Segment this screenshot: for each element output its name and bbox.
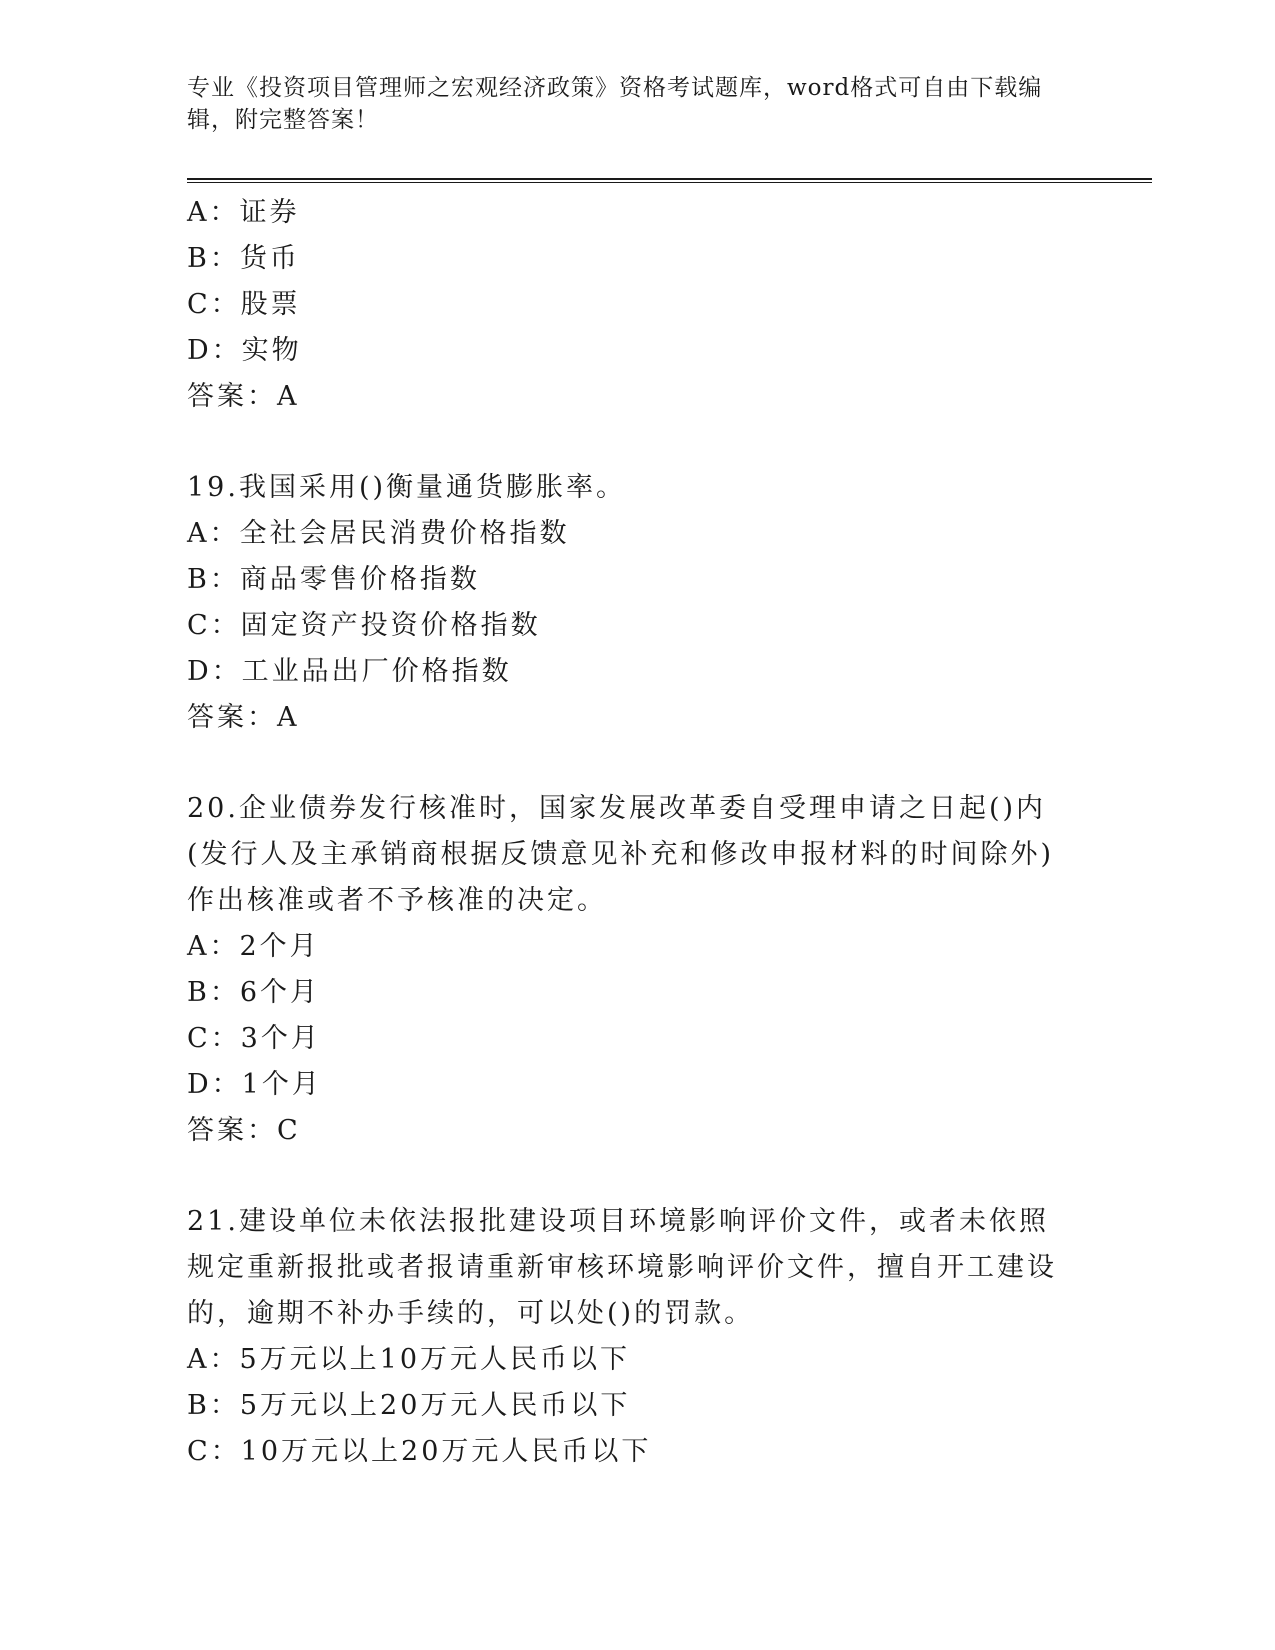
option-a: A：2个月 <box>187 931 320 962</box>
spacer <box>187 1154 1067 1199</box>
question-20 <box>187 786 1067 1154</box>
spacer <box>187 420 1067 465</box>
option-c: C：3个月 <box>187 1023 321 1054</box>
option-c: C：固定资产投资价格指数 <box>187 610 541 641</box>
option-d: D：1个月 <box>187 1069 322 1100</box>
header-divider <box>187 178 1152 183</box>
option-c: C：10万元以上20万元人民币以下 <box>187 1436 652 1467</box>
option-a: A：证券 <box>187 197 300 228</box>
option-c: C：股票 <box>187 289 301 320</box>
option-b: B：5万元以上20万元人民币以下 <box>187 1390 631 1421</box>
question-stem: 20.企业债券发行核准时，国家发展改革委自受理申请之日起()内(发行人及主承销商根据反馈意见补充和修改申报材料的时间除外)作出核准或者不予核准的决定。 <box>187 793 1055 916</box>
answer: 答案：A <box>187 381 300 412</box>
option-d: D：实物 <box>187 335 302 366</box>
answer: 答案：C <box>187 1115 301 1146</box>
option-b: B：商品零售价格指数 <box>187 564 480 595</box>
option-a: A：全社会居民消费价格指数 <box>187 518 570 549</box>
option-d: D：工业品出厂价格指数 <box>187 656 512 687</box>
question-stem: 21.建设单位未依法报批建设项目环境影响评价文件，或者未依照规定重新报批或者报请重新审核环境影响评价文件，擅自开工建设的，逾期不补办手续的，可以处()的罚款。 <box>187 1206 1057 1329</box>
question-19 <box>187 465 1067 741</box>
question-list <box>187 190 1067 1475</box>
question-18 <box>187 190 1067 420</box>
question-stem: 19.我国采用()衡量通货膨胀率。 <box>187 472 627 503</box>
option-b: B：6个月 <box>187 977 321 1008</box>
option-a: A：5万元以上10万元人民币以下 <box>187 1344 631 1375</box>
answer: 答案：A <box>187 702 300 733</box>
spacer <box>187 741 1067 786</box>
document-header: 专业《投资项目管理师之宏观经济政策》资格考试题库，word格式可自由下载编辑，附完整答案！ <box>187 75 1043 133</box>
option-b: B：货币 <box>187 243 300 274</box>
question-21 <box>187 1199 1067 1475</box>
